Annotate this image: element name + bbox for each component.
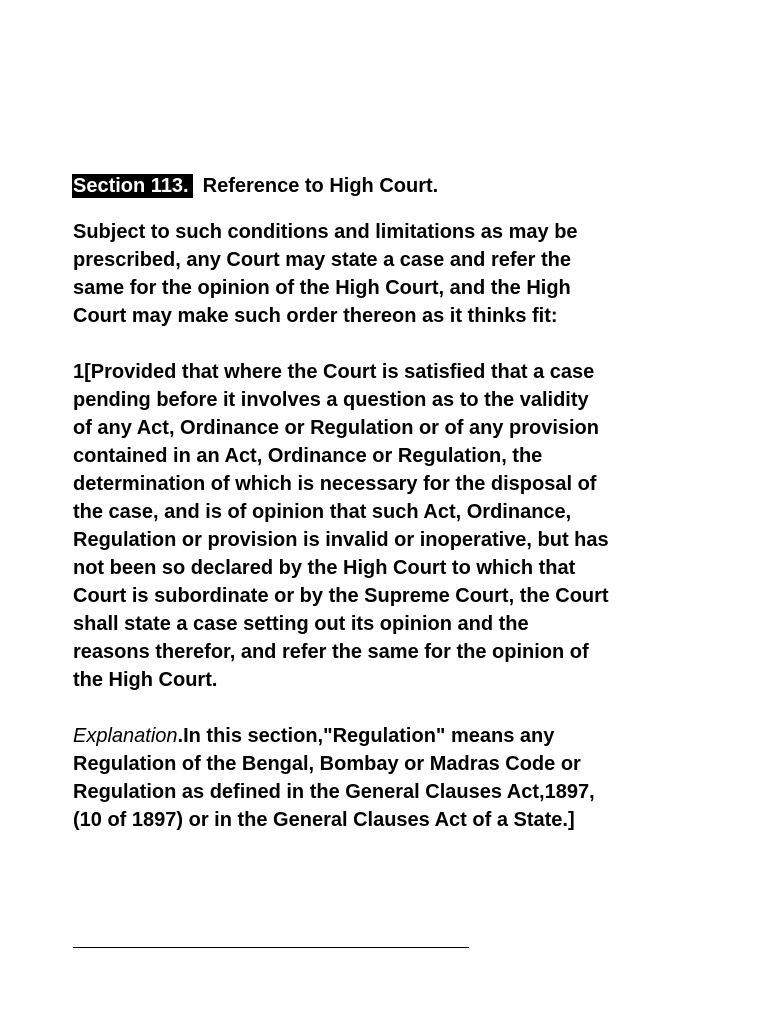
- paragraph-line: shall state a case setting out its opinion and the: [73, 613, 529, 635]
- paragraph-line: same for the opinion of the High Court, and the High: [73, 277, 571, 299]
- paragraph-line: Regulation or provision is invalid or inoperative, but has: [73, 529, 609, 551]
- paragraph-line: Court is subordinate or by the Supreme Court, the Court: [73, 585, 609, 607]
- paragraph-line: (10 of 1897) or in the General Clauses Act of a State.]: [73, 809, 575, 831]
- explanation-lead: Explanation: [73, 725, 178, 747]
- footnote-separator: [73, 947, 469, 948]
- paragraph-line: of any Act, Ordinance or Regulation or of any provision: [73, 417, 599, 439]
- paragraph-line: not been so declared by the High Court to which that: [73, 557, 576, 579]
- paragraph-line: 1[Provided that where the Court is satisfied that a case: [73, 361, 595, 383]
- paragraph-line: Subject to such conditions and limitations as may be: [73, 221, 578, 243]
- paragraph-line: the High Court.: [73, 669, 218, 691]
- proviso-paragraph: [73, 358, 713, 694]
- explanation-paragraph: [73, 722, 713, 834]
- section-heading: [73, 172, 713, 200]
- paragraph-line: Regulation of the Bengal, Bombay or Madras Code or: [73, 753, 581, 775]
- paragraph-line: determination of which is necessary for the disposal of: [73, 473, 597, 495]
- paragraph-line: Court may make such order thereon as it thinks fit:: [73, 305, 558, 327]
- paragraph-line: pending before it involves a question as to the validity: [73, 389, 589, 411]
- paragraph-line: prescribed, any Court may state a case and refer the: [73, 249, 571, 271]
- section-content: [73, 172, 713, 862]
- section-title: Reference to High Court.: [202, 175, 439, 197]
- paragraph-line: the case, and is of opinion that such Act, Ordinance,: [73, 501, 572, 523]
- explanation-first-line: [73, 722, 713, 750]
- section-number-label: Section 113.: [72, 174, 193, 198]
- paragraph-line: Regulation as defined in the General Clauses Act,1897,: [73, 781, 595, 803]
- paragraph-line: contained in an Act, Ordinance or Regulation, the: [73, 445, 543, 467]
- explanation-first-line-rest: .In this section,"Regulation" means any: [177, 725, 555, 747]
- paragraph-line: reasons therefor, and refer the same for the opinion of: [73, 641, 589, 663]
- main-paragraph: [73, 218, 713, 330]
